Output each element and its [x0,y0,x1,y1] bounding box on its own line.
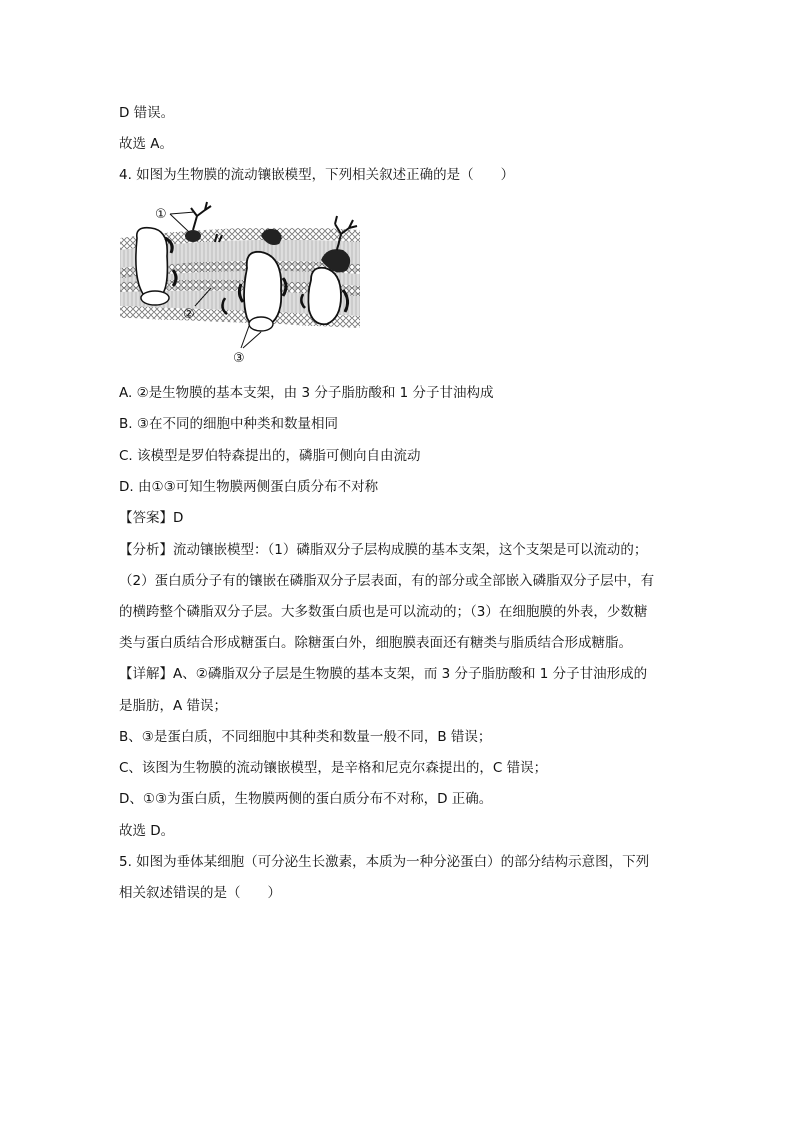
question-5-stem-1: 5. 如图为垂体某细胞（可分泌生长激素，本质为一种分泌蛋白）的部分结构示意图，下列 [119,854,650,870]
membrane-diagram [115,198,365,368]
explanation-line-1: 【详解】A、②磷脂双分子层是生物膜的基本支架，而 3 分子脂肪酸和 1 分子甘油形成的 [119,666,648,682]
explanation-line-3: B、③是蛋白质，不同细胞中其种类和数量一般不同，B 错误； [119,729,492,745]
choose-d: 故选 D。 [119,823,175,839]
explanation-line-5: D、①③为蛋白质，生物膜两侧的蛋白质分布不对称，D 正确。 [119,791,493,807]
label-3: ③ [233,351,245,366]
option-c: C. 该模型是罗伯特森提出的，磷脂可侧向自由流动 [119,448,421,464]
glycoprotein-surface [185,230,201,242]
analysis-line-3: 的横跨整个磷脂双分子层。大多数蛋白质也是可以流动的；（3）在细胞膜的外表，少数糖 [119,604,648,620]
label-2: ② [183,307,195,322]
protein-right [308,268,341,324]
explanation-line-4: C、该图为生物膜的流动镶嵌模型，是辛格和尼克尔森提出的，C 错误； [119,760,548,776]
analysis-line-2: （2）蛋白质分子有的镶嵌在磷脂双分子层表面，有的部分或全部嵌入磷脂双分子层中，有 [119,573,655,589]
option-a: A. ②是生物膜的基本支架，由 3 分子脂肪酸和 1 分子甘油构成 [119,385,494,401]
label-1: ① [155,207,167,222]
option-d: D. 由①③可知生物膜两侧蛋白质分布不对称 [119,479,379,495]
protein-left [136,228,168,298]
fluid-mosaic-model-svg [115,198,365,368]
line-choose-a: 故选 A。 [119,136,174,152]
analysis-line-1: 【分析】流动镶嵌模型：（1）磷脂双分子层构成膜的基本支架，这个支架是可以流动的； [119,542,648,558]
analysis-line-4: 类与蛋白质结合形成糖蛋白。除糖蛋白外，细胞膜表面还有糖类与脂质结合形成糖脂。 [119,635,632,651]
answer: 【答案】D [119,510,184,526]
explanation-line-2: 是脂肪，A 错误； [119,698,228,714]
question-5-stem-2: 相关叙述错误的是（ ） [119,885,281,901]
option-b: B. ③在不同的细胞中种类和数量相同 [119,416,338,432]
protein-center [244,252,281,327]
protein-left-bottom [141,291,169,305]
question-4-stem: 4. 如图为生物膜的流动镶嵌模型，下列相关叙述正确的是（ ） [119,167,515,183]
line-d-wrong: D 错误。 [119,105,175,121]
protein-center-bottom [249,317,273,331]
